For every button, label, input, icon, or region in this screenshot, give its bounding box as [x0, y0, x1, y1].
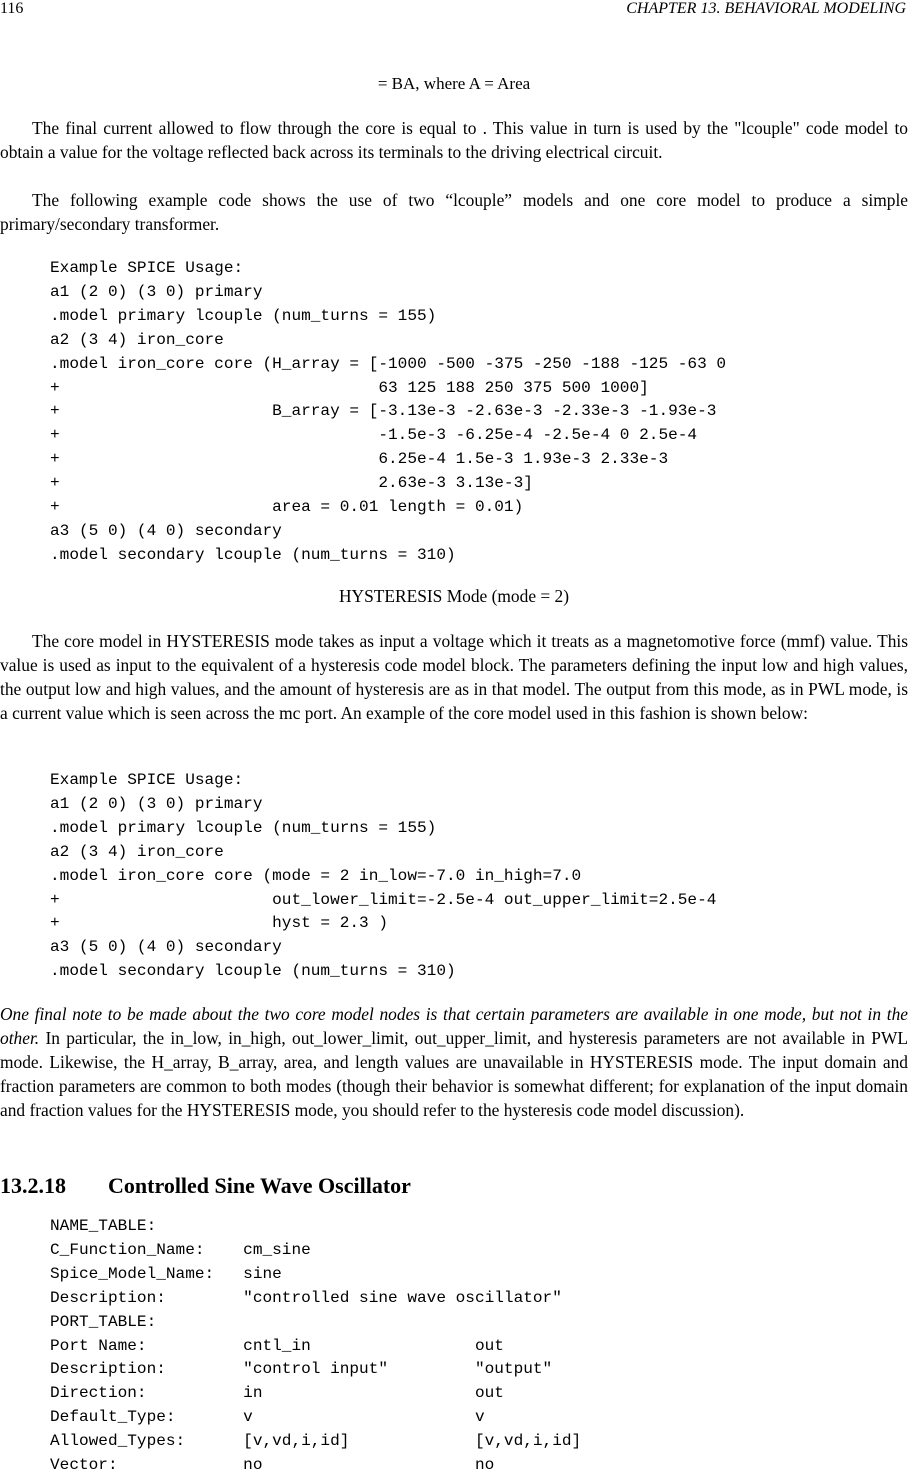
page-number: 116 [0, 0, 24, 17]
chapter-title: CHAPTER 13. BEHAVIORAL MODELING [626, 0, 906, 17]
section-number: 13.2.18 [0, 1173, 66, 1198]
section-heading [0, 1173, 411, 1199]
code-name-port-table: NAME_TABLE: C_Function_Name: cm_sine Spice_Model_Name: sine Description: "controlled sine wave oscillator" PORT_TABLE: Port Name: cntl_in out Description: "control input" "output" Direction: in out Default_Type: v v Allowed_Types: [v,vd,i,id] [v,vd,i,id] Vector: no no [50, 1217, 582, 1475]
area-equation: = BA, where A = Area [377, 74, 531, 93]
section-title: Controlled Sine Wave Oscillator [108, 1173, 411, 1198]
subheading-hysteresis-mode: HYSTERESIS Mode (mode = 2) [338, 586, 570, 606]
paragraph-final-note [0, 1002, 908, 1122]
final-note-emphasis: One final note to be made about the two core model nodes is that certain parameters are available in one mode, but not in the other. [0, 1004, 908, 1048]
page-header [0, 0, 908, 20]
code-example-hysteresis: Example SPICE Usage: a1 (2 0) (3 0) primary .model primary lcouple (num_turns = 155) a2 (3 4) iron_core .model iron_core core (mode = 2 in_low=-7.0 in_high=7.0 + out_lower_limit=-2.5e-4 out_upper_limit=2.5e-4 + hyst = 2.3 ) a3 (5 0) (4 0) secondary .model secondary lcouple (num_turns = 310) [50, 771, 717, 981]
final-note-body: In particular, the in_low, in_high, out_lower_limit, out_upper_limit, and hysteresis parameters are not available in PWL mode. Likewise, the H_array, B_array, area, and length values are unavailable in HYSTERESIS mode. The input domain and fraction parameters are common to both modes (though their behavior is somewhat different; for explanation of the input domain and fraction values for the HYSTERESIS mode, you should refer to the hysteresis code model discussion). [0, 1028, 908, 1120]
paragraph-final-current: The final current allowed to flow through the core is equal to . This value in turn is used by the "lcouple" code model to obtain a value for the voltage reflected back across its terminals to the driving electrical circuit. [0, 118, 908, 162]
paragraph-hysteresis-mode: The core model in HYSTERESIS mode takes as input a voltage which it treats as a magnetomotive force (mmf) value. This value is used as input to the equivalent of a hysteresis code model block. The parameters defining the input low and high values, the output low and high values, and the amount of hysteresis are as in that model. The output from this mode, as in PWL mode, is a current value which is seen across the mc port. An example of the core model used in this fashion is shown below: [0, 631, 908, 723]
code-example-pwl: Example SPICE Usage: a1 (2 0) (3 0) primary .model primary lcouple (num_turns = 155) a2 (3 4) iron_core .model iron_core core (H_array = [-1000 -500 -375 -250 -188 -125 -63 0 + 63 125 188 250 375 500 1000] + B_array = [-3.13e-3 -2.63e-3 -2.33e-3 -1.93e-3 + -1.5e-3 -6.25e-4 -2.5e-4 0 2.5e-4 + 6.25e-4 1.5e-3 1.93e-3 2.33e-3 + 2.63e-3 3.13e-3] + area = 0.01 length = 0.01) a3 (5 0) (4 0) secondary .model secondary lcouple (num_turns = 310) [50, 259, 727, 564]
paragraph-example-intro: The following example code shows the use of two “lcouple” models and one core model to produce a simple primary/secondary transformer. [0, 190, 908, 234]
